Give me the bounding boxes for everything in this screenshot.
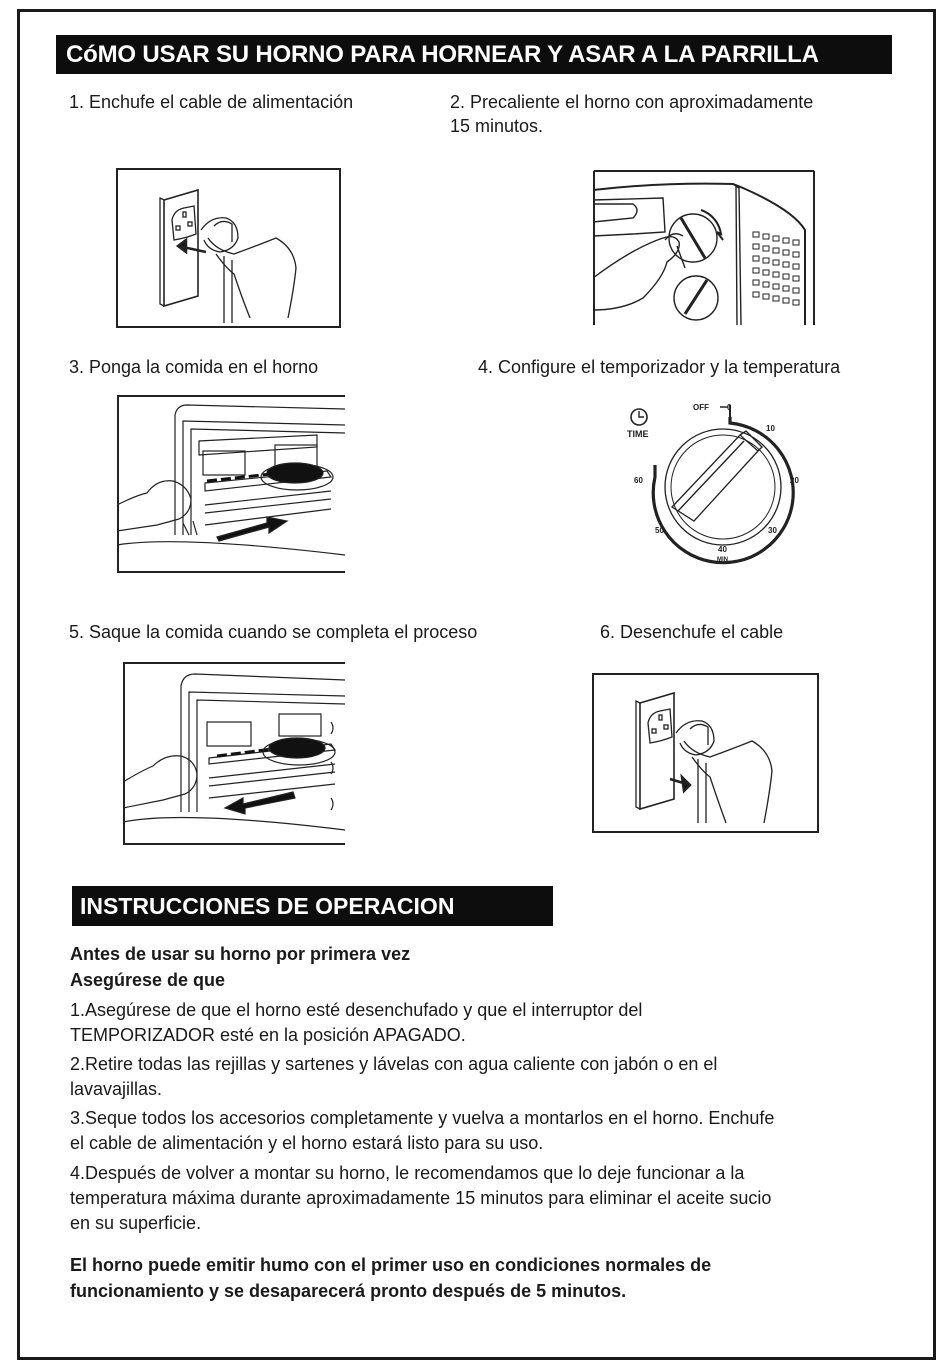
step-1-label: 1. Enchufe el cable de alimentación: [69, 92, 354, 112]
step-2-label: 2. Precaliente el horno con aproximadamente: [450, 92, 814, 112]
dial-mark-40: 40: [718, 545, 727, 554]
dial-mark-50: 50: [655, 526, 664, 535]
section-title-usage: [56, 35, 892, 74]
timer-dial-illustration: [600, 395, 825, 570]
step-5-label: 5. Saque la comida cuando se completa el proceso: [69, 622, 478, 642]
time-label: TIME: [627, 429, 649, 439]
instruction-3-line-2: el cable de alimentación y el horno estará listo para su uso.: [70, 1133, 544, 1153]
dial-mark-10: 10: [766, 424, 775, 433]
step-3-label: 3. Ponga la comida en el horno: [69, 357, 319, 377]
instruction-1-line-2: TEMPORIZADOR esté en la posición APAGADO.: [70, 1025, 466, 1045]
step-6-label: 6. Desenchufe el cable: [600, 622, 784, 642]
dial-mark-0: 0: [727, 403, 732, 412]
dial-mark-60: 60: [634, 476, 643, 485]
subheading-ensure: Asegúrese de que: [70, 970, 226, 990]
instruction-2-line-1: 2.Retire todas las rejillas y sartenes y lávelas con agua caliente con jabón o en el: [70, 1054, 718, 1074]
smoke-note-line-1: El horno puede emitir humo con el primer uso en condiciones normales de: [70, 1255, 712, 1275]
plug-in-illustration: [116, 168, 341, 328]
dial-mark-30: 30: [768, 526, 777, 535]
instruction-3-line-1: 3.Seque todos los accesorios completamente y vuelva a montarlos en el horno. Enchufe: [70, 1108, 775, 1128]
instruction-4-line-3: en su superficie.: [70, 1213, 202, 1233]
dial-mark-20: 20: [790, 476, 799, 485]
preheat-knob-illustration: [593, 170, 815, 325]
section-title-usage-text: CóMO USAR SU HORNO PARA HORNEAR Y ASAR A LA PARRILLA: [66, 40, 819, 68]
remove-food-illustration: [123, 662, 345, 845]
instruction-4-line-2: temperatura máxima durante aproximadamente 15 minutos para eliminar el aceite sucio: [70, 1188, 772, 1208]
instruction-2-line-2: lavavajillas.: [70, 1079, 163, 1099]
dial-unit-min: MIN: [717, 557, 728, 563]
section-title-operation: [72, 886, 553, 926]
instruction-1-line-1: 1.Asegúrese de que el horno esté desenchufado y que el interruptor del: [70, 1000, 643, 1020]
dial-mark-off: OFF: [693, 403, 709, 412]
unplug-illustration: [592, 673, 819, 833]
step-4-label: 4. Configure el temporizador y la temperatura: [478, 357, 841, 377]
section-title-operation-text: INSTRUCCIONES DE OPERACION: [80, 892, 455, 919]
step-2-label-cont: 15 minutos.: [450, 116, 544, 136]
subheading-first-use: Antes de usar su horno por primera vez: [70, 944, 411, 964]
instruction-4-line-1: 4.Después de volver a montar su horno, le recomendamos que lo deje funcionar a la: [70, 1163, 745, 1183]
smoke-note-line-2: funcionamiento y se desaparecerá pronto después de 5 minutos.: [70, 1281, 627, 1301]
insert-food-illustration: [117, 395, 345, 573]
